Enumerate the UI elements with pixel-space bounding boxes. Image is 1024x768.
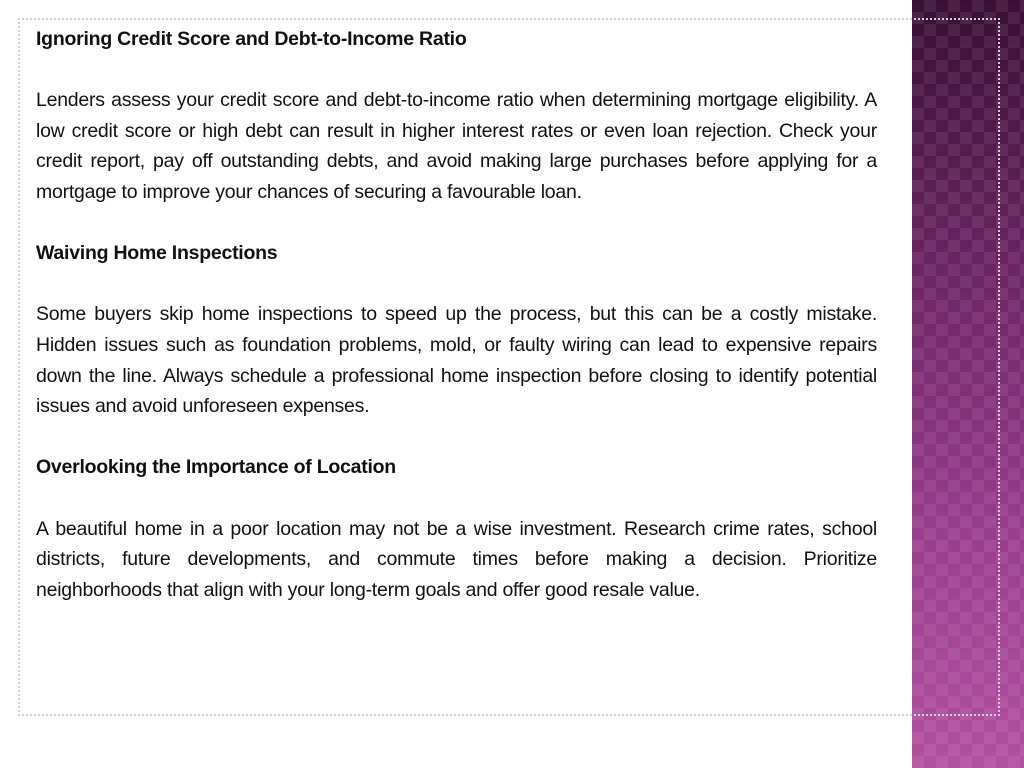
section-heading-credit-score: Ignoring Credit Score and Debt-to-Income Ratio <box>36 28 467 50</box>
section-body-location: A beautiful home in a poor location may not be a wise investment. Research crime rates, school districts, future developments, and commute times before making a decision. Prioritize neighborhoods that align with your long-term goals and offer good resale value. <box>36 517 877 601</box>
section-body-credit-score: Lenders assess your credit score and debt-to-income ratio when determining mortgage eligibility. A low credit score or high debt can result in higher interest rates or even loan rejection. Check your credit report, pay off outstanding debts, and avoid making large purchases before applying for a mortgage to improve your chances of securing a favourable loan. <box>36 89 877 203</box>
document-body <box>36 24 877 605</box>
section-heading-home-inspections: Waiving Home Inspections <box>36 242 278 265</box>
section-heading-location: Overlooking the Importance of Location <box>36 456 396 479</box>
section-body-home-inspections: Some buyers skip home inspections to speed up the process, but this can be a costly mistake. Hidden issues such as foundation problems, mold, or faulty wiring can lead to expensive repairs down the line. Always schedule a professional home inspection before closing to identify potential issues and avoid unforeseen expenses. <box>36 303 877 418</box>
